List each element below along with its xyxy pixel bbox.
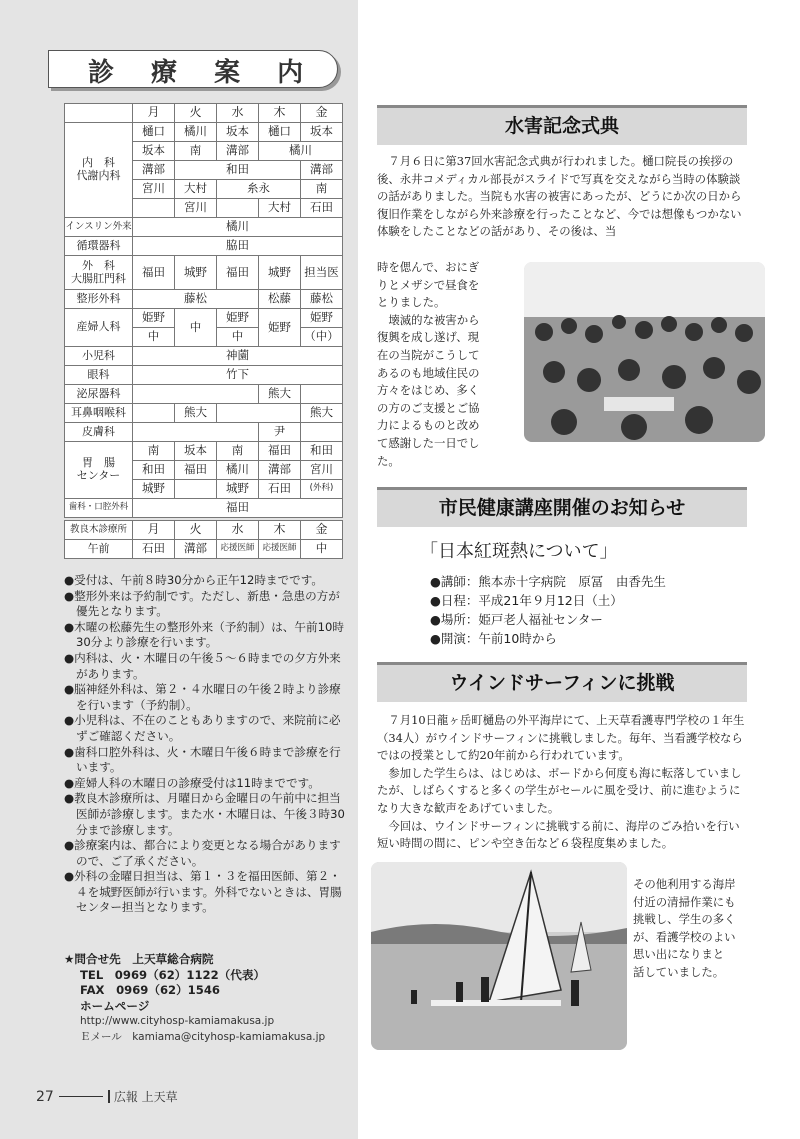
table-cell: 外 科 大腸肛門科 xyxy=(65,256,133,290)
text-line: ●講師：熊本赤十字病院 原冨 由香先生 xyxy=(430,574,666,589)
windsurfing-paragraph: ７月10日龍ヶ岳町樋島の外平海岸にて、上天草看護専門学校の１年生（34人）がウインドサーフィンに挑戦しました。毎年、当看護学校ならではの授業として約20年前から行われています。 参加した学生らは、はじめは、ボードから何度も海に転落していましたが、しばらくすると多くの学生がセールに風を受け、前に進むようになり大きな歓声をあげていました。 今回は、ウインドサーフィンに挑戦する前に、海岸のごみ拾いを行い短い時間の間に、ピンや空き缶など６袋程度集めました。 xyxy=(377,713,745,851)
contact-tel: TEL 0969（62）1122（代表） xyxy=(80,967,266,982)
table-row xyxy=(65,404,343,423)
table-cell xyxy=(133,199,175,218)
table-row xyxy=(65,521,343,540)
windsurfing-paragraph-cont xyxy=(633,876,753,982)
table-cell: 水 xyxy=(217,521,259,540)
footer-bar xyxy=(108,1090,110,1103)
table-row xyxy=(65,442,343,461)
text-line: 挑戦し、学生の多く xyxy=(633,912,736,927)
table-cell: 耳鼻咽喉科 xyxy=(65,404,133,423)
table-cell: 溝部 xyxy=(301,161,343,180)
text-line: 時を偲んで、おにぎ xyxy=(377,260,480,274)
table-cell: 整形外科 xyxy=(65,290,133,309)
table-cell xyxy=(301,423,343,442)
table-row xyxy=(65,290,343,309)
table-cell: 橘川 xyxy=(259,142,343,161)
table-cell: 熊大 xyxy=(175,404,217,423)
note-item: ●小児科は、不在のこともありますので、来院前に必ずご確認ください。 xyxy=(64,713,341,743)
table-cell: 担当医 xyxy=(301,256,343,290)
table-cell: 城野 xyxy=(217,480,259,499)
table-cell: 大村 xyxy=(175,180,217,199)
flood-memorial-paragraph: ７月６日に第37回水害記念式典が行われました。樋口院長の挨拶の後、永井コメディカル部長がスライドで写真を交えながら当時の体験談の話がありました。当院も水害の被害にあったが、どうにか次の日から復旧作業をしながら外来診療を行ったことなど、今では想像もつかない体験をしたことなどの話があり、その後は、当 xyxy=(377,154,742,239)
text-line: ●日程：平成21年９月12日（土） xyxy=(430,593,623,608)
table-cell: 福田 xyxy=(133,499,343,518)
table-row xyxy=(65,218,343,237)
text-line: 付近の清掃作業にも xyxy=(633,894,736,909)
text-line: ●開演：午前10時から xyxy=(430,631,557,646)
table-row xyxy=(65,540,343,559)
note-item: ●受付は、午前８時30分から正午12時までです。 xyxy=(64,573,323,587)
heading-windsurfing: ウインドサーフィンに挑戦 xyxy=(377,662,747,702)
heading-health-lecture: 市民健康講座開催のお知らせ xyxy=(377,487,747,527)
table-cell: 木 xyxy=(259,521,301,540)
note-item: ●整形外来は予約制です。ただし、新患・急患の方が優先となります。 xyxy=(64,588,340,619)
table-cell: 火 xyxy=(175,521,217,540)
table-row xyxy=(65,423,343,442)
contact-block xyxy=(64,952,354,1045)
table-cell: 応援医師 xyxy=(259,540,301,559)
table-cell: 月 xyxy=(133,104,175,123)
table-cell: 南 xyxy=(217,442,259,461)
table-cell: 糸永 xyxy=(217,180,301,199)
table-cell: 溝部 xyxy=(133,161,175,180)
contact-url[interactable]: http://www.cityhosp-kamiamakusa.jp xyxy=(80,1015,275,1027)
table-cell: 月 xyxy=(133,521,175,540)
table-cell: 眼科 xyxy=(65,366,133,385)
table-cell: 溝部 xyxy=(217,142,259,161)
table-cell: 城野 xyxy=(259,256,301,290)
table-cell: 松藤 xyxy=(259,290,301,309)
note-item: ●外科の金曜日担当は、第１・３を福田医師、第２・４を城野医師が行います。外科でないときは、胃腸センター担当となります。 xyxy=(64,869,342,915)
section-title-tab xyxy=(48,50,348,88)
table-cell: 橘川 xyxy=(217,461,259,480)
note-item: ●教良木診療所は、月曜日から金曜日の午前中に担当医師が診療します。また水・木曜日は、午後３時30分まで診療します。 xyxy=(64,791,345,837)
table-cell: 泌尿器科 xyxy=(65,385,133,404)
text-line: 力によるものと改め xyxy=(377,418,480,433)
table-cell: 大村 xyxy=(259,199,301,218)
table-cell: 熊大 xyxy=(259,385,301,404)
table-cell: 内 科 代謝内科 xyxy=(65,123,133,218)
table-cell: 坂本 xyxy=(133,142,175,161)
table-cell: 姫野 xyxy=(217,309,259,328)
table-cell: 金 xyxy=(301,104,343,123)
table-cell xyxy=(175,480,217,499)
text-line: あるのも地域住民の xyxy=(377,365,480,380)
table-cell: 藤松 xyxy=(133,290,259,309)
table-cell: 和田 xyxy=(133,461,175,480)
table-cell xyxy=(133,423,259,442)
table-cell: 和田 xyxy=(301,442,343,461)
table-cell: 金 xyxy=(301,521,343,540)
table-cell: 竹下 xyxy=(133,366,343,385)
text-line: 在の当院がこうして xyxy=(377,347,480,362)
note-item: ●木曜の松藤先生の整形外来（予約制）は、午前10時30分より診療を行います。 xyxy=(64,619,344,650)
text-line: 方々をはじめ、多く xyxy=(377,383,480,398)
table-cell: 中 xyxy=(301,540,343,559)
table-cell: 樋口 xyxy=(259,123,301,142)
table-cell: 神薗 xyxy=(133,347,343,366)
table-cell: 宮川 xyxy=(301,461,343,480)
table-cell: 福田 xyxy=(217,256,259,290)
table-cell: 皮膚科 xyxy=(65,423,133,442)
text-line: ●場所：姫戸老人福祉センター xyxy=(430,612,603,627)
note-item: ●歯科口腔外科は、火・木曜日午後６時まで診療を行います。 xyxy=(64,744,341,775)
note-item: ●内科は、火・木曜日の午後５～６時までの夕方外来があります。 xyxy=(64,650,341,681)
table-cell: 熊大 xyxy=(301,404,343,423)
ceremony-photo xyxy=(524,262,765,442)
table-cell: 坂本 xyxy=(301,123,343,142)
heading-flood-memorial: 水害記念式典 xyxy=(377,105,747,145)
table-cell: 石田 xyxy=(133,540,175,559)
table-cell: 中 xyxy=(133,328,175,347)
table-cell: 南 xyxy=(301,180,343,199)
table-cell: 火 xyxy=(175,104,217,123)
windsurfing-photo xyxy=(371,862,627,1050)
table-cell: 宮川 xyxy=(175,199,217,218)
text-line: 話していました。 xyxy=(633,964,725,979)
table-cell: 南 xyxy=(133,442,175,461)
contact-fax: FAX 0969（62）1546 xyxy=(80,983,220,997)
table-cell: 溝部 xyxy=(175,540,217,559)
table-cell: 姫野 xyxy=(259,309,301,347)
table-cell: 歯科・口腔外科 xyxy=(65,499,133,518)
text-line: 壊滅的な被害から xyxy=(377,312,480,327)
contact-email[interactable]: Ｅメール kamiama@cityhosp-kamiamakusa.jp xyxy=(80,1030,326,1043)
table-cell xyxy=(217,404,301,423)
table-cell: 姫野 xyxy=(301,309,343,328)
table-cell: 尹 xyxy=(259,423,301,442)
branch-clinic-table xyxy=(64,520,343,559)
table-cell: インスリン外来 xyxy=(65,218,133,237)
left-panel xyxy=(0,0,358,1139)
text-line: その他利用する海岸 xyxy=(633,877,736,891)
text-line: て感謝した一日でし xyxy=(377,435,480,450)
table-row xyxy=(65,237,343,256)
note-item: ●診療案内は、都合により変更となる場合がありますので、ご了承ください。 xyxy=(64,838,341,868)
table-cell: 福田 xyxy=(133,256,175,290)
table-cell: (外科) xyxy=(301,480,343,499)
flood-memorial-paragraph-cont xyxy=(377,259,517,470)
note-item: ●産婦人科の木曜日の診療受付は11時までです。 xyxy=(64,775,320,790)
table-cell: 石田 xyxy=(259,480,301,499)
table-cell: 宮川 xyxy=(133,180,175,199)
lecture-title: 「日本紅斑熱について」 xyxy=(420,541,618,562)
lecture-info xyxy=(430,572,666,648)
table-cell: 中 xyxy=(175,309,217,347)
page-number: 27 xyxy=(36,1088,54,1105)
text-line: の方のご支援とご協 xyxy=(377,400,480,415)
text-line: りとメザシで昼食を xyxy=(377,277,480,292)
publication-name: 広報 上天草 xyxy=(113,1090,178,1104)
footer-rule xyxy=(59,1096,103,1097)
table-row xyxy=(65,347,343,366)
table-cell: 城野 xyxy=(175,256,217,290)
note-item: ●脳神経外科は、第２・４水曜日の午後２時より診療を行います（予約制）。 xyxy=(64,682,341,712)
table-cell: 姫野 xyxy=(133,309,175,328)
table-row xyxy=(65,366,343,385)
table-cell: 南 xyxy=(175,142,217,161)
table-cell xyxy=(65,104,133,123)
table-cell: 胃 腸 センター xyxy=(65,442,133,499)
table-cell: 水 xyxy=(217,104,259,123)
table-cell: （中） xyxy=(301,328,343,347)
schedule-body xyxy=(65,104,343,518)
table-cell xyxy=(133,404,175,423)
table-cell: 藤松 xyxy=(301,290,343,309)
table-cell: 教良木診療所 xyxy=(65,521,133,540)
branch-clinic-body xyxy=(65,521,343,559)
table-cell: 午前 xyxy=(65,540,133,559)
table-cell xyxy=(217,199,259,218)
text-line: 復興を成し遂げ、現 xyxy=(377,330,480,345)
table-row xyxy=(65,256,343,290)
table-cell: 産婦人科 xyxy=(65,309,133,347)
table-cell: 脇田 xyxy=(133,237,343,256)
table-cell: 坂本 xyxy=(175,442,217,461)
text-line: とりました。 xyxy=(377,295,446,310)
table-row xyxy=(65,309,343,328)
text-line: た。 xyxy=(377,453,400,468)
contact-homepage-label: ホームページ xyxy=(80,998,150,1013)
text-line: が、看護学校のよい xyxy=(633,929,736,944)
table-row xyxy=(65,104,343,123)
table-cell: 和田 xyxy=(175,161,301,180)
table-cell: 福田 xyxy=(259,442,301,461)
table-cell: 循環器科 xyxy=(65,237,133,256)
table-row xyxy=(65,123,343,142)
table-cell: 福田 xyxy=(175,461,217,480)
table-cell: 橘川 xyxy=(175,123,217,142)
notes-list xyxy=(64,573,350,916)
table-cell: 石田 xyxy=(301,199,343,218)
table-cell: 溝部 xyxy=(259,461,301,480)
page-footer xyxy=(36,1088,178,1105)
table-cell: 木 xyxy=(259,104,301,123)
table-cell: 小児科 xyxy=(65,347,133,366)
text-line: 思い出になりまと xyxy=(633,947,725,962)
contact-head: ★問合せ先 上天草総合病院 xyxy=(64,952,214,966)
table-cell: 坂本 xyxy=(217,123,259,142)
page-title: 診 療 案 内 xyxy=(88,58,318,88)
table-row xyxy=(65,499,343,518)
table-cell: 応援医師 xyxy=(217,540,259,559)
table-cell: 樋口 xyxy=(133,123,175,142)
table-row xyxy=(65,385,343,404)
table-cell: 中 xyxy=(217,328,259,347)
table-cell: 城野 xyxy=(133,480,175,499)
table-cell xyxy=(301,385,343,404)
schedule-table xyxy=(64,103,343,518)
table-cell xyxy=(133,385,259,404)
table-cell: 橘川 xyxy=(133,218,343,237)
